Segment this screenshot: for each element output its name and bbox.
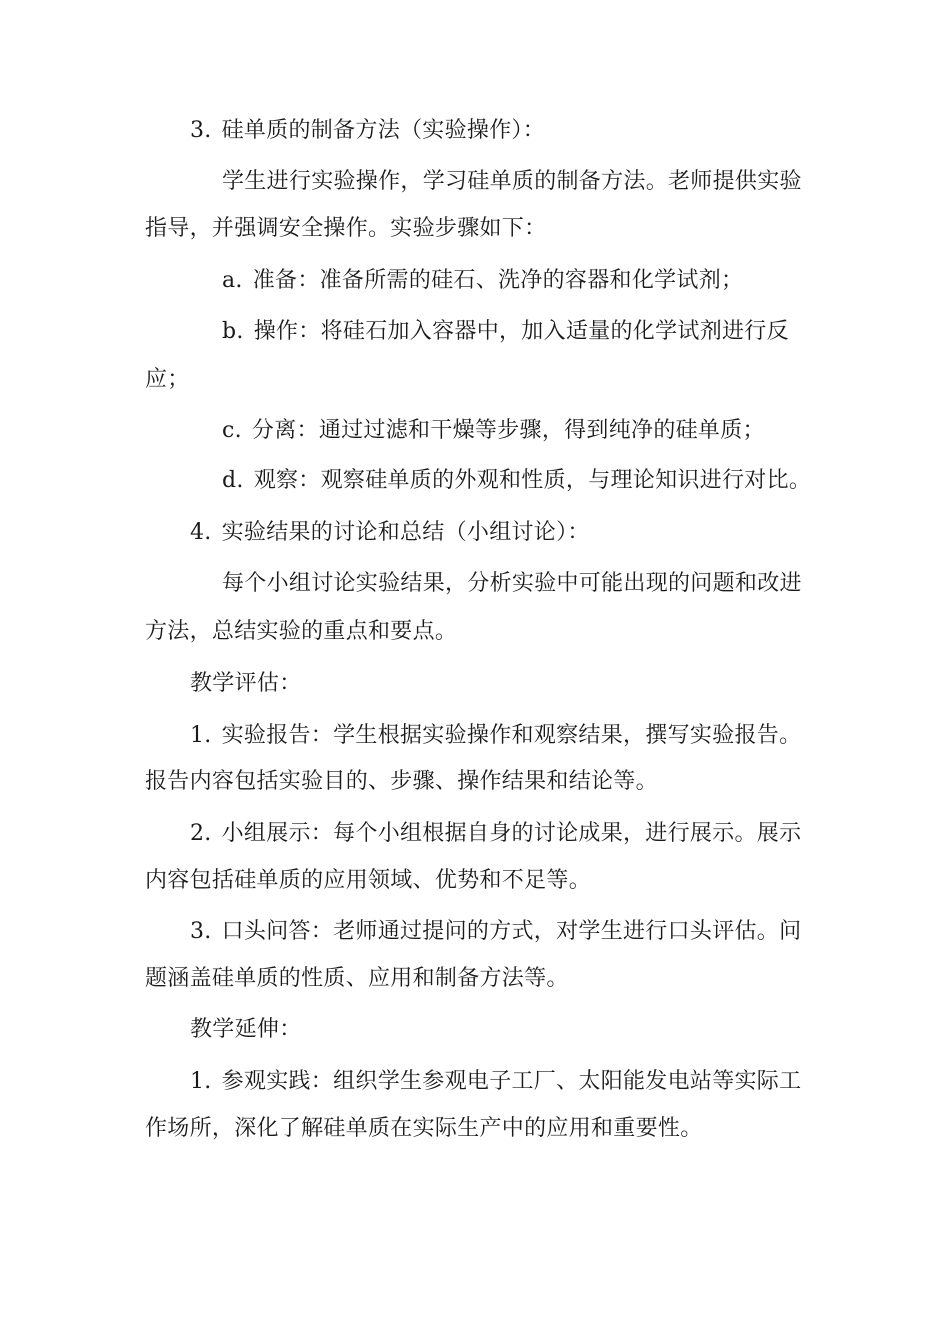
list-letter: a.: [222, 268, 243, 293]
paragraph-line: 应；: [145, 367, 190, 392]
list-text: 小组展示：每个小组根据自身的讨论成果，进行展示。展示: [221, 821, 802, 846]
list-text: 参观实践：组织学生参观电子工厂、太阳能发电站等实际工: [221, 1069, 802, 1094]
list-text: 观察：观察硅单质的外观和性质，与理论知识进行对比。: [253, 468, 812, 493]
paragraph-line: 题涵盖硅单质的性质、应用和制备方法等。: [145, 966, 569, 991]
ext-item-1: [190, 1068, 801, 1096]
list-letter: b.: [222, 319, 244, 344]
list-text: 操作：将硅石加入容器中，加入适量的化学试剂进行反: [253, 319, 789, 344]
paragraph-line: 内容包括硅单质的应用领域、优势和不足等。: [145, 868, 592, 893]
section-heading-extension: 教学延伸：: [190, 1017, 302, 1042]
list-number: 1.: [190, 1069, 212, 1094]
eval-item-1: [190, 722, 801, 750]
list-letter: c.: [222, 418, 242, 443]
eval-item-3: [190, 918, 801, 946]
step-b: [222, 318, 789, 346]
list-text: 分离：通过过滤和干燥等步骤，得到纯净的硅单质；: [251, 418, 765, 443]
step-c: [222, 417, 765, 445]
eval-item-2: [190, 820, 801, 848]
paragraph-line: 报告内容包括实验目的、步骤、操作结果和结论等。: [145, 769, 658, 794]
item3-title: [190, 117, 545, 145]
list-letter: d.: [222, 468, 244, 493]
list-text: 口头问答：老师通过提问的方式，对学生进行口头评估。问: [221, 919, 802, 944]
section-heading-evaluation: 教学评估：: [190, 671, 302, 696]
item4-title: [190, 519, 590, 547]
list-number: 4.: [190, 520, 212, 545]
paragraph-line: 学生进行实验操作，学习硅单质的制备方法。老师提供实验: [222, 169, 802, 194]
paragraph-line: 方法，总结实验的重点和要点。: [145, 619, 458, 644]
paragraph-line: 作场所，深化了解硅单质在实际生产中的应用和重要性。: [145, 1116, 703, 1141]
step-a: [222, 267, 743, 295]
paragraph-line: 每个小组讨论实验结果，分析实验中可能出现的问题和改进: [222, 571, 802, 596]
list-number: 2.: [190, 821, 212, 846]
list-text: 硅单质的制备方法（实验操作）：: [221, 118, 546, 143]
paragraph-line: 指导，并强调安全操作。实验步骤如下：: [145, 216, 547, 241]
step-d: [222, 467, 811, 495]
list-text: 实验结果的讨论和总结（小组讨论）：: [221, 520, 590, 545]
list-text: 准备：准备所需的硅石、洗净的容器和化学试剂；: [252, 268, 744, 293]
list-number: 3.: [190, 919, 212, 944]
list-number: 1.: [190, 723, 212, 748]
list-text: 实验报告：学生根据实验操作和观察结果，撰写实验报告。: [221, 723, 802, 748]
list-number: 3.: [190, 118, 212, 143]
